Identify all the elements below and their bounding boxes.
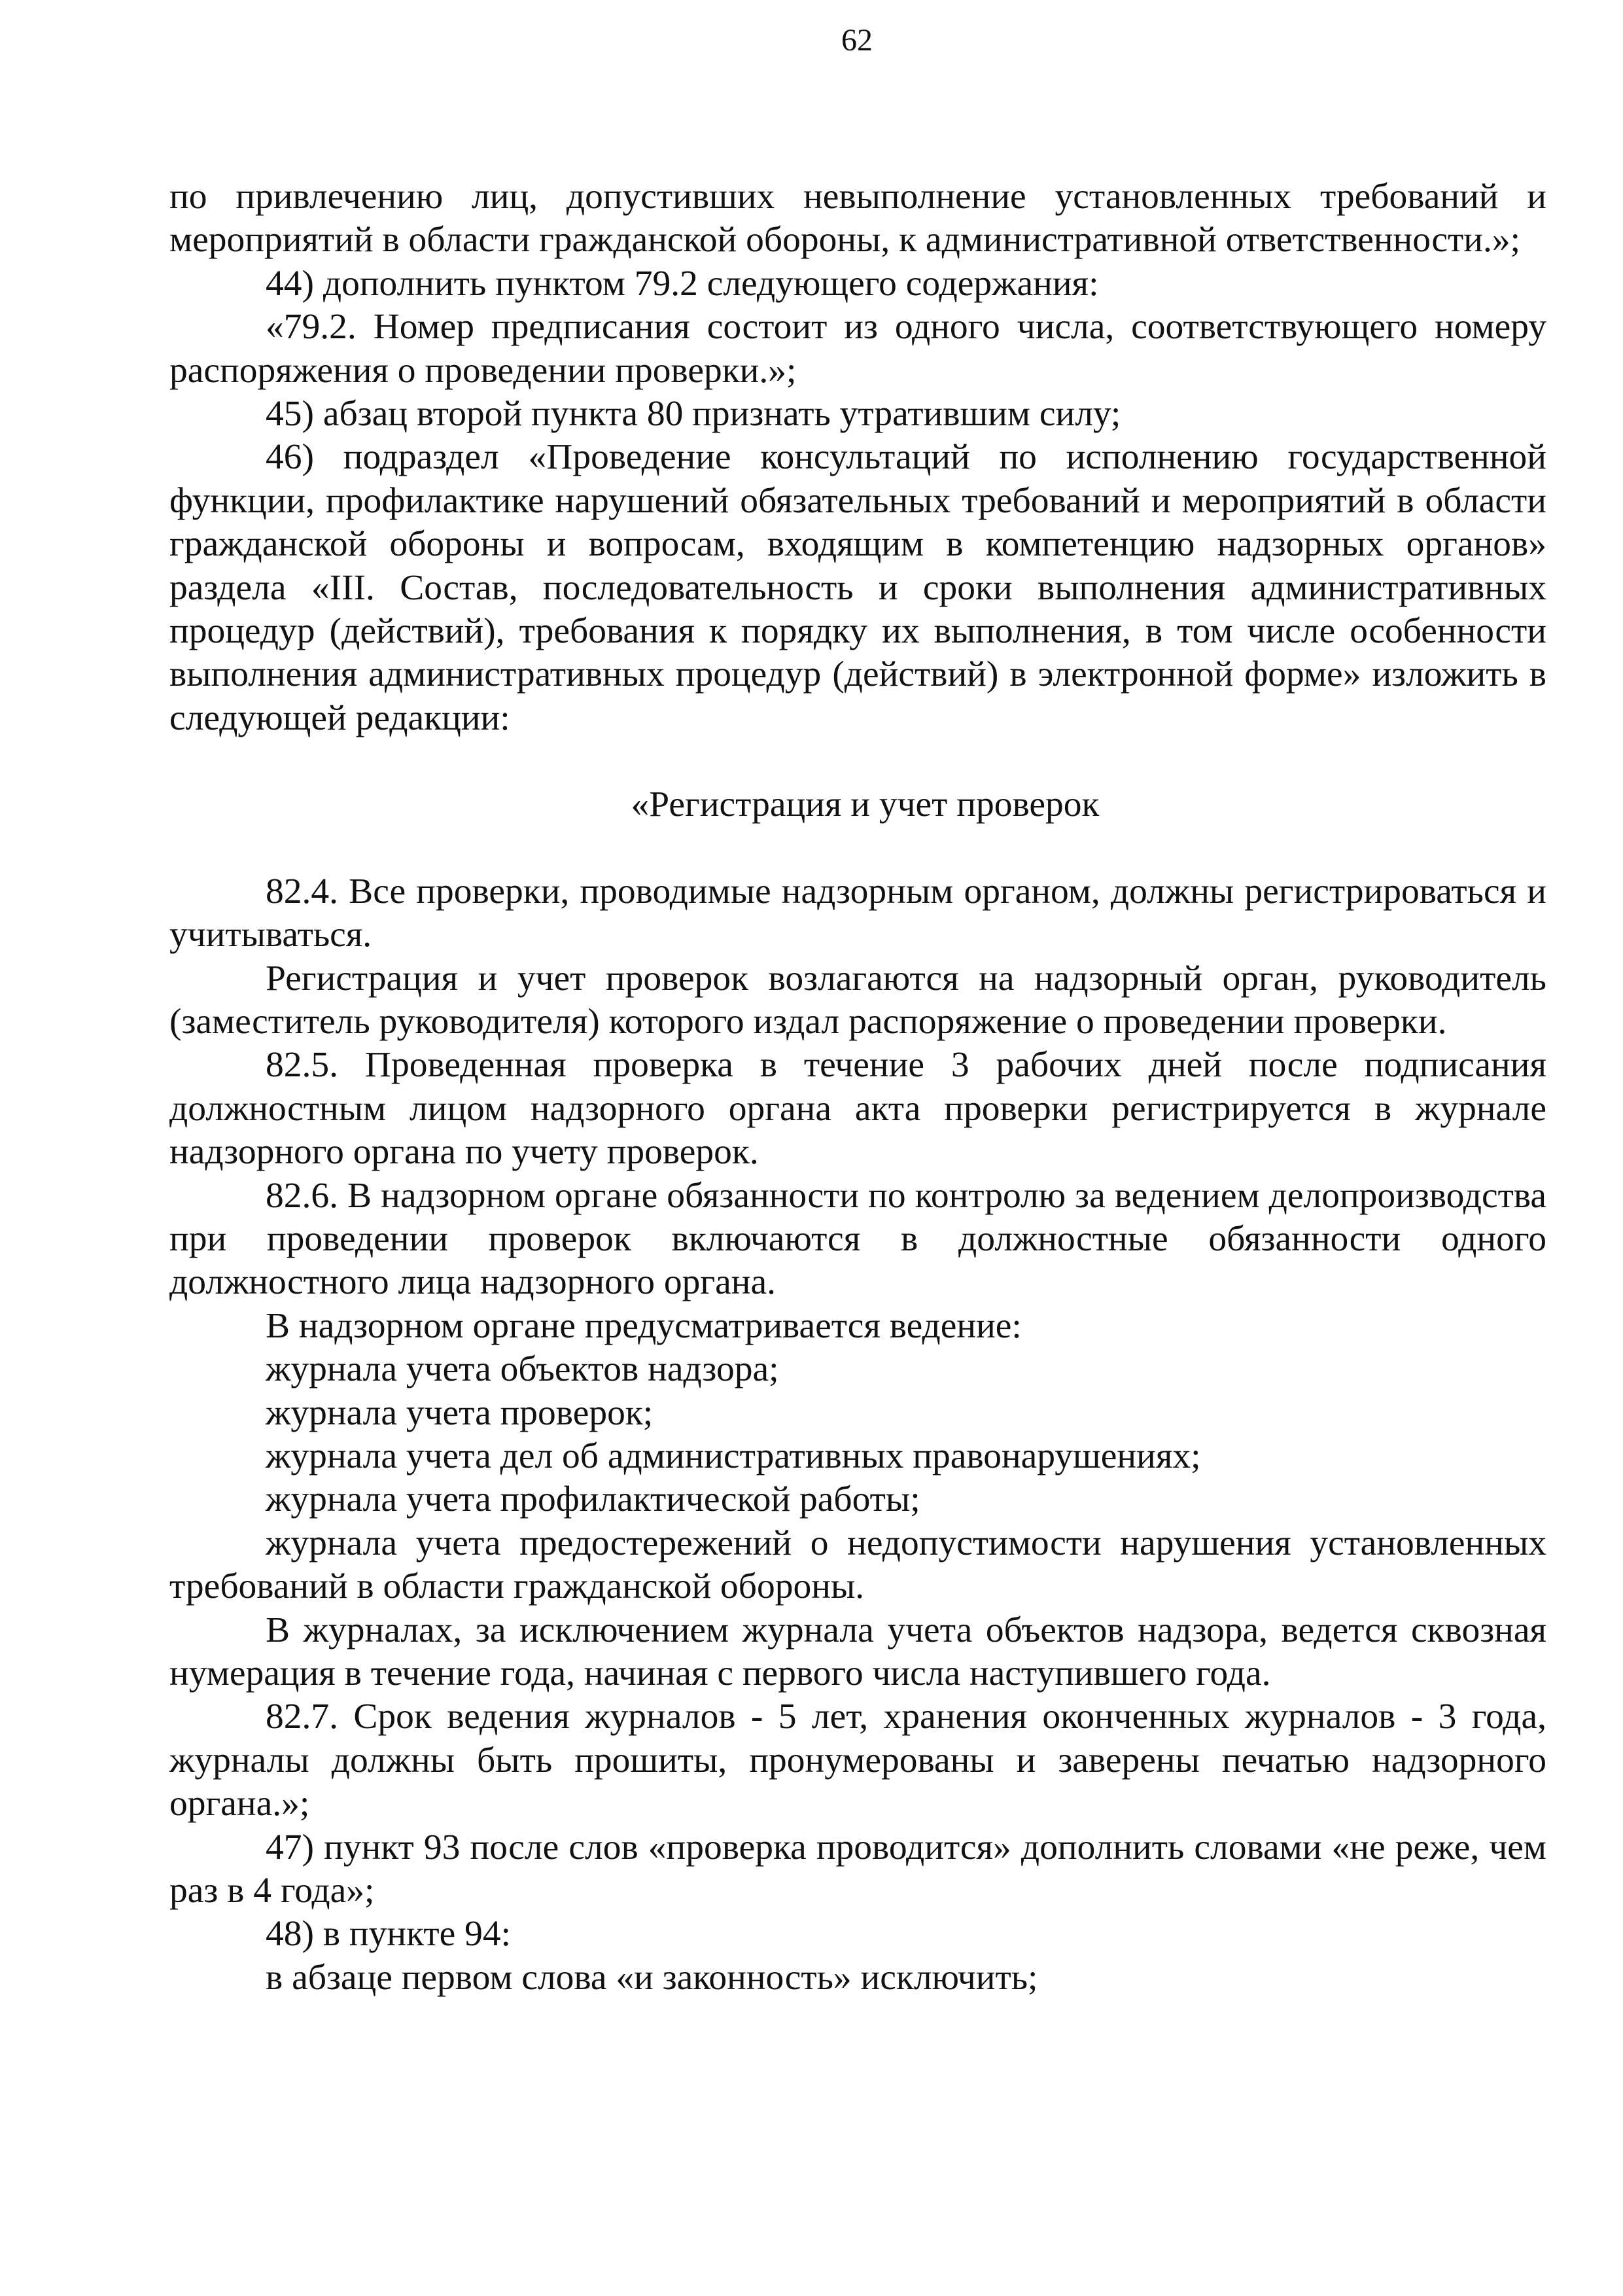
list-item-journal: журнала учета объектов надзора; (266, 1349, 779, 1390)
paragraph-item-46: 46) подраздел «Проведение консультаций по исполнению государственной функции, профилактике нарушений обязательных требований и мероприятий в области гражданской обороны и вопросам, входящим в компетенцию надзорных органов» раздела «III. Состав, последовательность и сроки выполнения административных процедур (действий), требования к порядку их выполнения, в том числе особенности выполнения административных процедур (действий) в электронной форме» изложить в следующей редакции: (169, 437, 1546, 738)
paragraph-item-44: 44) дополнить пунктом 79.2 следующего содержания: (266, 263, 1099, 304)
paragraph-item-47: 47) пункт 93 после слов «проверка проводится» дополнить словами «не реже, чем раз в 4 года»; (169, 1827, 1546, 1911)
list-item-journal: журнала учета профилактической работы; (266, 1479, 920, 1520)
section-heading: «Регистрация и учет проверок (631, 785, 1100, 825)
paragraph-item-48-sub: в абзаце первом слова «и законность» исключить; (266, 1957, 1038, 1998)
paragraph-item-79-2: «79.2. Номер предписания состоит из одного числа, соответствующего номеру распоряжения о проведении проверки.»; (169, 307, 1546, 391)
paragraph-registration: Регистрация и учет проверок возлагаются на надзорный орган, руководитель (заместитель руководителя) которого издал распоряжение о проведении проверки. (169, 958, 1546, 1042)
list-item-journal: журнала учета предостережений о недопустимости нарушения установленных требований в области гражданской обороны. (169, 1523, 1546, 1607)
list-item-journal: журнала учета дел об административных правонарушениях; (266, 1436, 1201, 1476)
paragraph-item-82-5: 82.5. Проведенная проверка в течение 3 рабочих дней после подписания должностным лицом надзорного органа акта проверки регистрируется в журнале надзорного органа по учету проверок. (169, 1045, 1546, 1173)
list-item-journal: журнала учета проверок; (266, 1392, 654, 1433)
paragraph-numbering: В журналах, за исключением журнала учета объектов надзора, ведется сквозная нумерация в течение года, начиная с первого числа наступившего года. (169, 1610, 1546, 1693)
paragraph-item-48: 48) в пункте 94: (266, 1914, 512, 1954)
page-number: 62 (841, 23, 873, 58)
paragraph-continuation: по привлечению лиц, допустивших невыполнение установленных требований и мероприятий в области гражданской обороны, к административной ответственности.»; (169, 177, 1546, 260)
paragraph-item-82-6: 82.6. В надзорном органе обязанности по контролю за ведением делопроизводства при проведении проверок включаются в должностные обязанности одного должностного лица надзорного органа. (169, 1175, 1546, 1303)
paragraph-item-82-7: 82.7. Срок ведения журналов - 5 лет, хранения оконченных журналов - 3 года, журналы должны быть прошиты, пронумерованы и заверены печатью надзорного органа.»; (169, 1697, 1546, 1824)
paragraph-item-82-4: 82.4. Все проверки, проводимые надзорным органом, должны регистрироваться и учитываться. (169, 871, 1546, 955)
paragraph-item-45: 45) абзац второй пункта 80 признать утратившим силу; (266, 394, 1121, 434)
document-body (169, 175, 1546, 2000)
paragraph-journals-intro: В надзорном органе предусматривается ведение: (266, 1305, 1022, 1346)
